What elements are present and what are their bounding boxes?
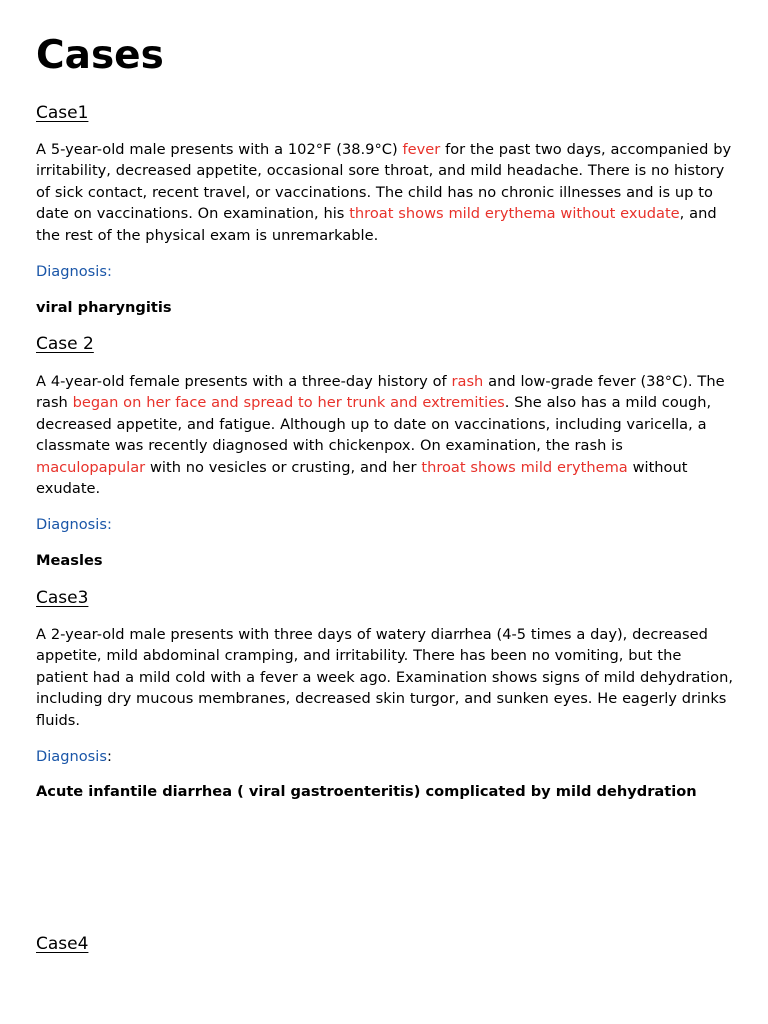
paragraph-text: without exudate. bbox=[36, 458, 688, 498]
highlighted-finding: throat shows mild erythema without exudate bbox=[349, 205, 680, 223]
highlighted-finding: maculopapular bbox=[36, 458, 146, 476]
diagnosis-label-suffix: : bbox=[106, 748, 112, 765]
case3-diagnosis: Acute infantile diarrhea ( viral gastroenteritis) complicated by mild dehydration bbox=[36, 783, 697, 800]
case2-diagnosis: Measles bbox=[36, 552, 103, 569]
paragraph-text: with no vesicles or crusting, and her bbox=[145, 458, 422, 476]
case2-description bbox=[36, 371, 736, 499]
case1-description bbox=[36, 139, 736, 246]
diagnosis-label: Diagnosis bbox=[36, 748, 107, 765]
diagnosis-label: Diagnosis: bbox=[36, 263, 112, 280]
paragraph-text: A 4-year-old female presents with a three-day history of bbox=[36, 373, 452, 390]
highlighted-finding: rash bbox=[451, 373, 484, 390]
case1-heading: Case1 bbox=[36, 103, 89, 123]
highlighted-finding: fever bbox=[402, 141, 441, 158]
highlighted-finding: began on her face and spread to her trunk and extremities bbox=[72, 394, 505, 412]
case3-description bbox=[36, 624, 736, 731]
case2-diagnosis-label bbox=[36, 514, 112, 535]
case1-diagnosis-label bbox=[36, 261, 112, 282]
case2-heading: Case 2 bbox=[36, 334, 94, 354]
case3-heading: Case3 bbox=[36, 588, 89, 608]
case1-diagnosis: viral pharyngitis bbox=[36, 299, 172, 316]
case3-diagnosis-label bbox=[36, 746, 112, 767]
case4-heading: Case4 bbox=[36, 934, 89, 954]
paragraph-text: , and the rest of the physical exam is unremarkable. bbox=[36, 205, 717, 244]
diagnosis-label: Diagnosis: bbox=[36, 516, 112, 533]
paragraph-text: A 5-year-old male presents with a 102°F (38.9°C) bbox=[36, 141, 403, 158]
paragraph-text: A 2-year-old male presents with three days of watery diarrhea (4-5 times a day), decreased appetite, mild abdominal cramping, and irritability. There has been no vomiting, but the patient had a mild cold with a fever a week ago. Examination shows signs of mild dehydration, including dry mucous membranes, decreased skin turgor, and sunken eyes. He eagerly drinks fluids. bbox=[36, 626, 733, 729]
page-title: Cases bbox=[36, 33, 164, 78]
highlighted-finding: throat shows mild erythema bbox=[421, 458, 628, 476]
paragraph-text: for the past two days, accompanied by irritability, decreased appetite, occasional sore throat, and mild headache. There is no history of sick contact, recent travel, or vaccinations. The child has no chronic illnesses and is up to date on vaccinations. On examination, his bbox=[36, 141, 732, 223]
paragraph-text: . She also has a mild cough, decreased appetite, and fatigue. Although up to date on vaccinations, including varicella, a classmate was recently diagnosed with chickenpox. On examination, the rash is bbox=[36, 394, 712, 455]
paragraph-text: and low-grade fever (38°C). The rash bbox=[36, 373, 725, 412]
